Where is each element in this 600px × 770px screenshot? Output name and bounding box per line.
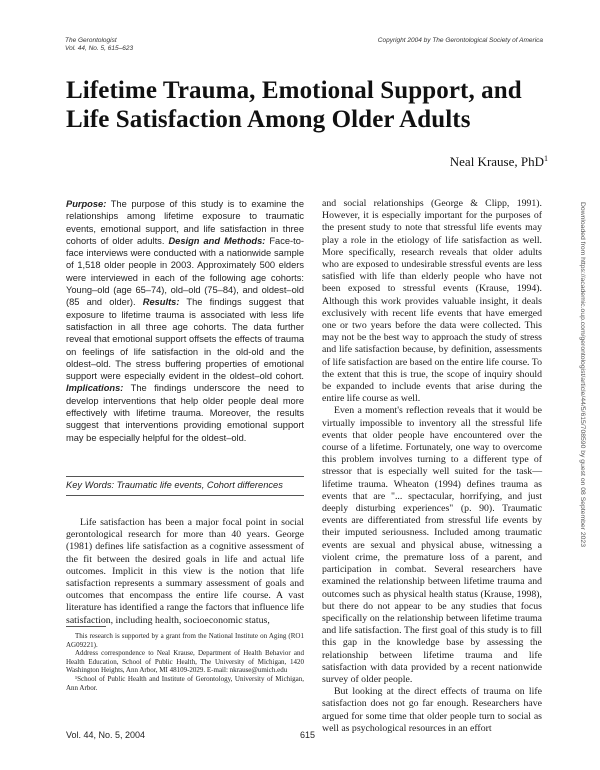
- footer-volume: Vol. 44, No. 5, 2004: [66, 730, 146, 740]
- footnote-correspondence: Address correspondence to Neal Krause, Department of Health Behavior and Health Education, School of Public Health, The University of Michigan, 1420 Washington Heights, Ann Arbor, MI 48109-2029. E-mail: nkrause@umich.edu: [66, 649, 304, 675]
- author-affiliation-marker: 1: [544, 154, 548, 163]
- download-watermark: Downloaded from https://academic.oup.com/gerontologist/article/44/5/615/708590 by guest on 08 September 2023: [579, 202, 586, 547]
- abstract-methods-text: Face-to-face interviews were conducted with a nationwide sample of 1,518 older people in 2003. Approximately 500 elders were interviewed in each of the following age cohorts: Young–old (age 65–74), old–old (75–84), and oldest–old (85 and older).: [66, 235, 304, 308]
- body-column-2-paragraph-2: Even a moment's reflection reveals that it would be virtually impossible to inventory all the stressful life events that older people have encountered over the course of a lifetime. Fortunately, one way to overcome this problem involves turning to a different type of stressor that is especially well suited for the task—lifetime trauma. Wheaton (1994) defines trauma as events that are "... spectacular, horrifying, and just deeply disturbing experiences" (p. 90). Traumatic events are differentiated from stressful life events by their imputed seriousness. Included among traumatic events are sexual and physical abuse, witnessing a violent crime, the premature loss of a parent, and participation in combat. Several researchers have examined the relationship between lifetime trauma and outcomes such as physical health status (Krause, 1998), but there do not appear to be any studies that focus specifically on the relationship between lifetime trauma and life satisfaction. The first goal of this study is to fill this gap in the knowledge base by assessing the relationship between lifetime trauma and life satisfaction with data provided by a recent nationwide survey of older people.: [322, 405, 542, 685]
- author-name: Neal Krause, PhD: [449, 154, 544, 169]
- footnote-affiliation: ¹School of Public Health and Institute of Gerontology, University of Michigan, Ann Arbor.: [66, 674, 304, 692]
- abstract-results-label: Results:: [142, 297, 180, 308]
- abstract: [66, 198, 304, 444]
- abstract-methods-label: Design and Methods:: [168, 235, 266, 246]
- abstract-purpose-label: Purpose:: [66, 199, 107, 209]
- footnotes: [66, 632, 304, 692]
- keywords: Key Words: Traumatic life events, Cohort differences: [66, 480, 283, 490]
- journal-volume-pages: Vol. 44, No. 5, 615–623: [65, 45, 134, 52]
- body-column-2-paragraph-3: But looking at the direct effects of trauma on life satisfaction does not go far enough. Researchers have argued for some time that older people turn to social as well as psychological resources in an effort: [322, 686, 542, 734]
- body-column-2-paragraph-1: and social relationships (George & Clipp, 1991). However, it is especially important for the purposes of the present study to note that stressful life events may play a role in the etiology of life satisfaction as well. More specifically, research reveals that older adults who are exposed to undesirable stressful events are less satisfied with life than elderly people who have not been exposed to stressful events (Krause, 1994). Although this work provides valuable insight, it deals exclusively with recent life events that have emerged one or two years before the data were collected. This may not be the best way to approach the study of stress and life satisfaction because, by definition, assessments of life satisfaction are based on the entire life course. To the extent that this is true, the scope of inquiry should be expanded to include events that arise during the entire life course as well.: [322, 198, 542, 405]
- keywords-rule-bottom: [66, 495, 304, 496]
- abstract-implications-text: The findings underscore the need to develop interventions that help older people deal more effectively with lifetime trauma. Moreover, the results suggest that interventions providing emotional support may be especially helpful for the oldest–old.: [66, 383, 304, 443]
- abstract-implications-label: Implications:: [66, 383, 124, 394]
- body-column-1-paragraph: Life satisfaction has been a major focal point in social gerontological research for more than 40 years. George (1981) defines life satisfaction as a cognitive assessment of the fit between the desired goals in life and actual life outcomes. Implicit in this view is the notion that life satisfaction represents a summary assessment of goals and outcomes that encompass the entire life course. A vast literature has identified a range the factors that influence life satisfaction, including health, socioeconomic status,: [66, 517, 304, 626]
- abstract-purpose-text: The purpose of this study is to examine the relationships among lifetime exposure to traumatic events, emotional support, and life satisfaction in three cohorts of older adults.: [66, 199, 304, 246]
- journal-header: [65, 37, 133, 53]
- footnote-rule: [66, 626, 106, 627]
- article-title: Lifetime Trauma, Emotional Support, and Life Satisfaction Among Older Adults: [66, 77, 522, 133]
- footnote-funding: This research is supported by a grant from the National Institute on Aging (RO1 AG09221).: [66, 632, 304, 649]
- page-number: 615: [300, 730, 316, 740]
- abstract-results-text: The findings suggest that exposure to lifetime trauma is associated with less life satisfaction in all three age cohorts. The data further reveal that emotional support offsets the effects of trauma on feelings of life satisfaction in the old-old and the oldest–old. The stress buffering properties of emotional support were especially evident in the oldest–old cohort.: [66, 297, 304, 382]
- body-column-2: [322, 198, 542, 735]
- author-line: [450, 154, 548, 170]
- copyright-notice: Copyright 2004 by The Gerontological Society of America: [377, 37, 543, 44]
- keywords-rule-top: [66, 476, 304, 477]
- journal-name: The Gerontologist: [65, 37, 117, 44]
